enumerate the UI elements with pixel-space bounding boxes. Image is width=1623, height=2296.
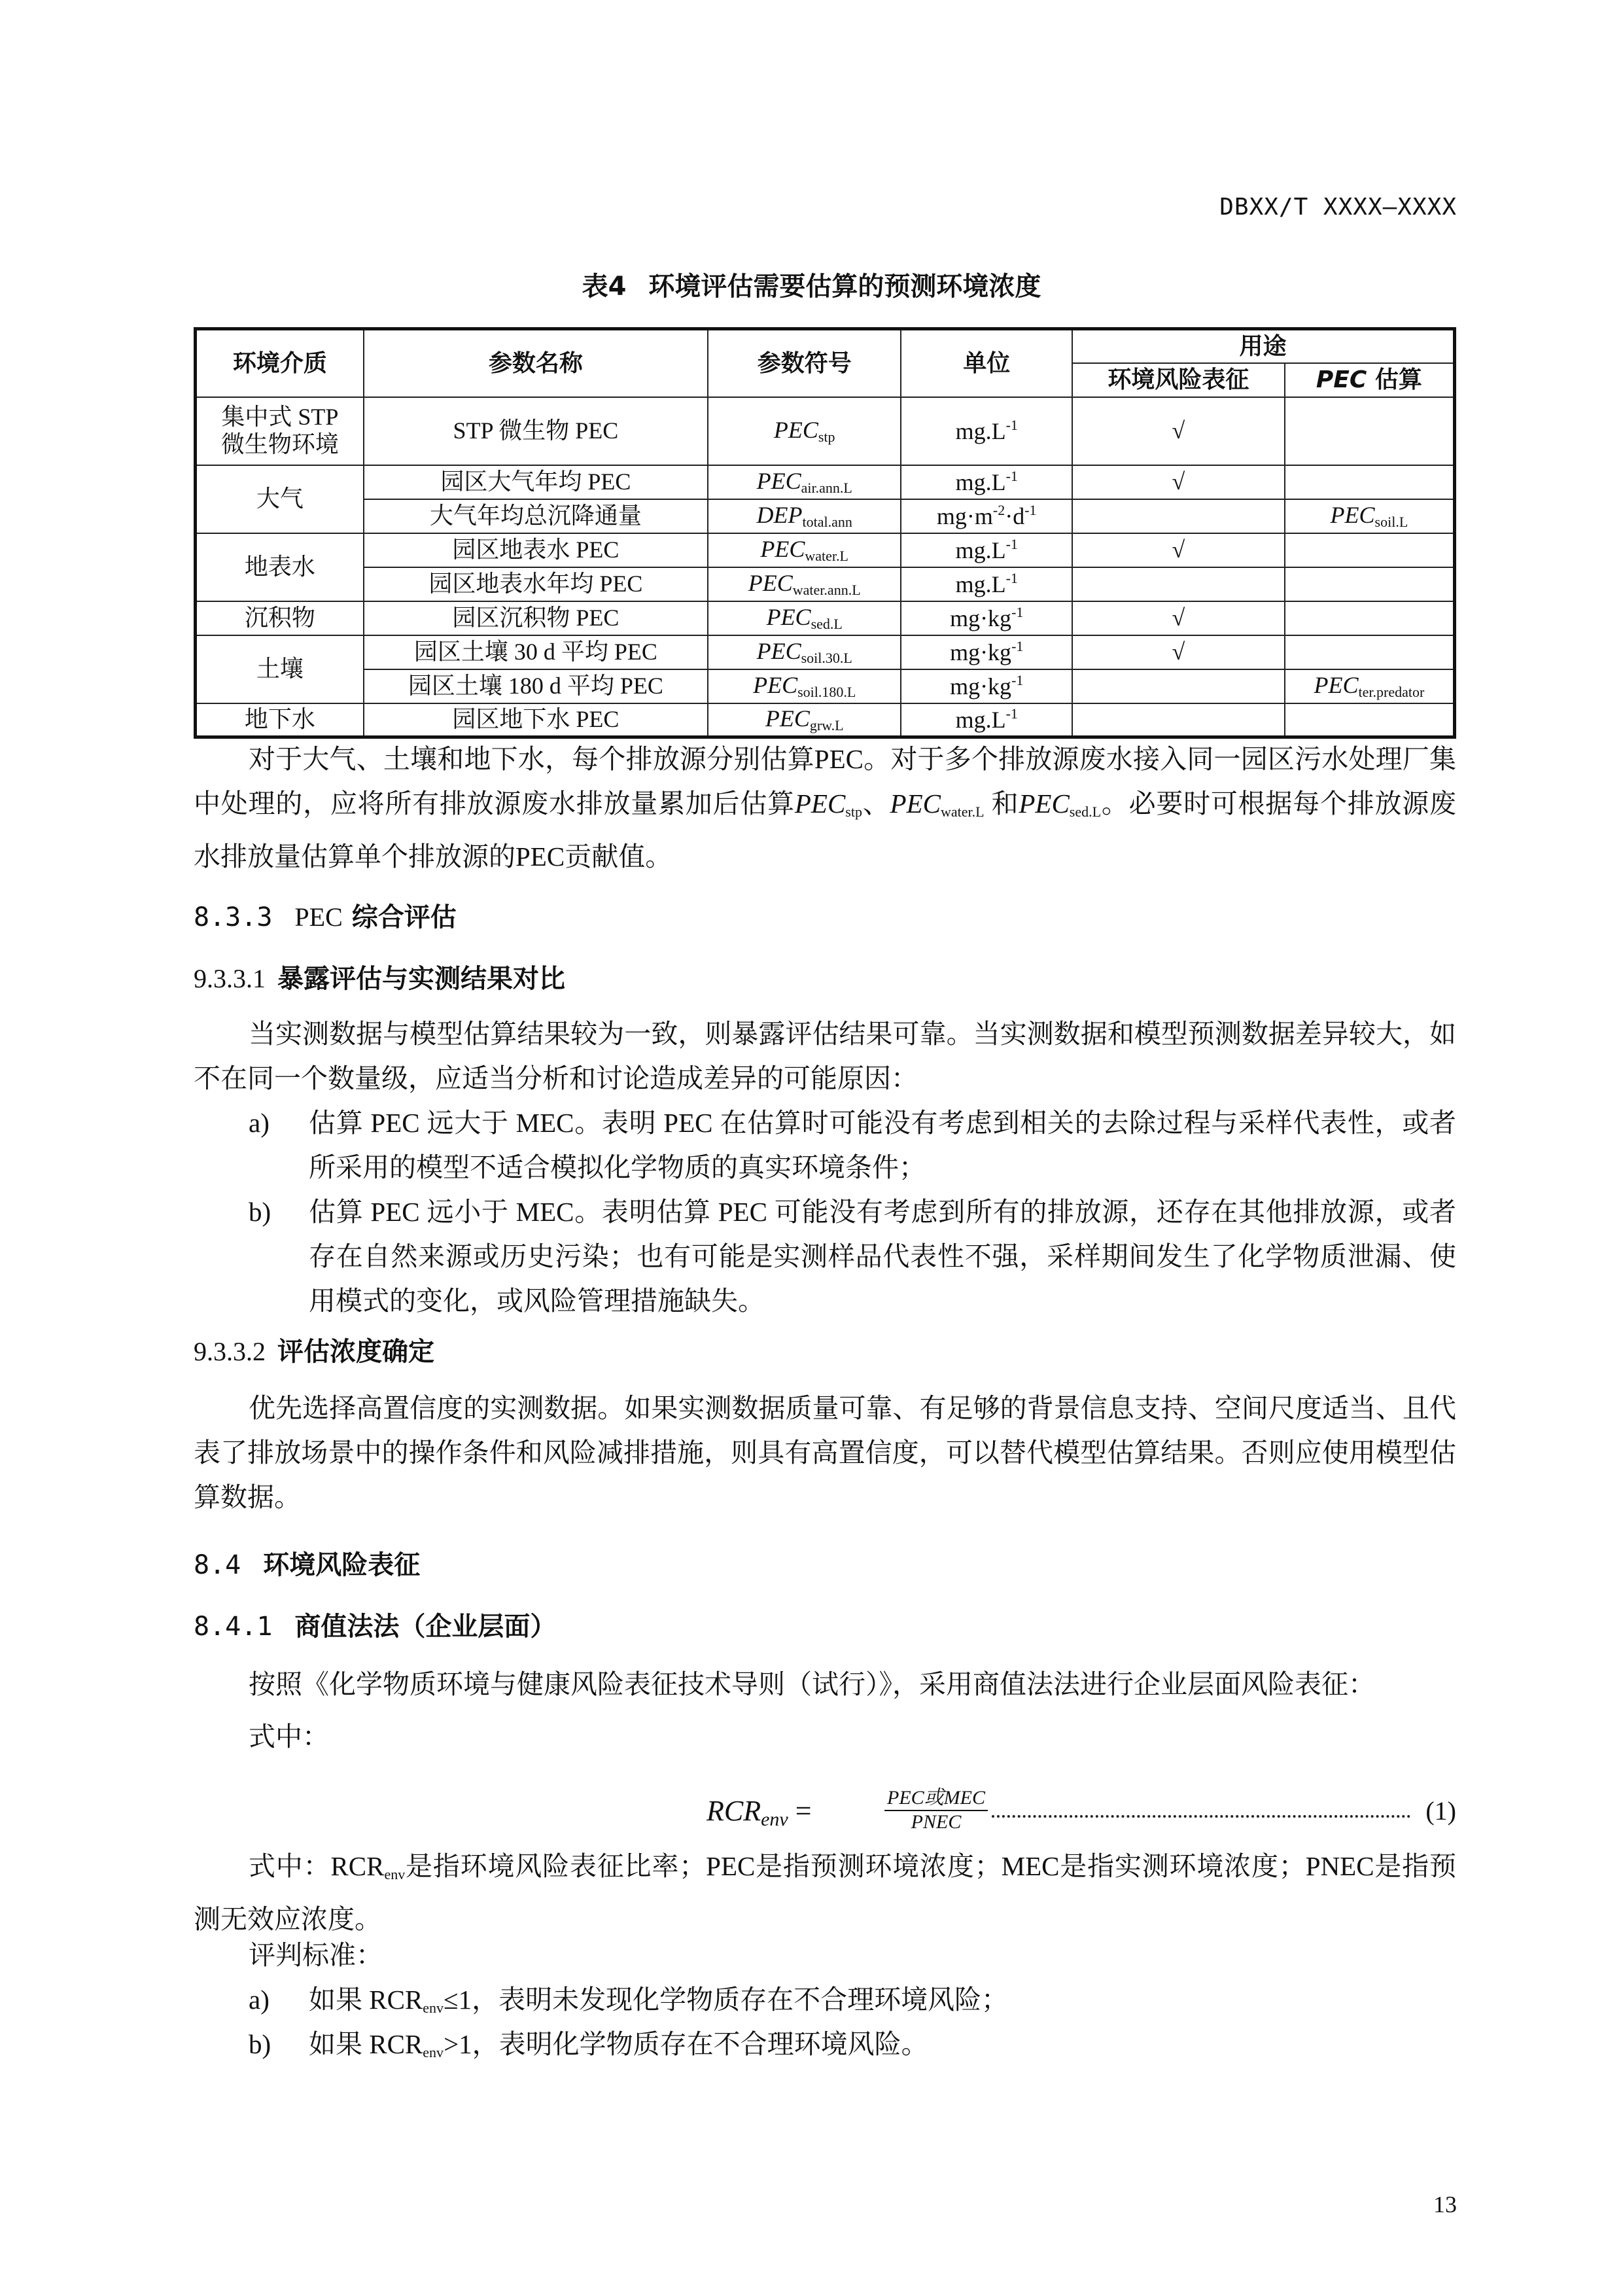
cell-name: 园区大气年均 PEC <box>364 465 708 499</box>
cell-risk-check <box>1072 567 1285 601</box>
header-unit: 单位 <box>901 329 1072 397</box>
cell-pec-calc <box>1285 465 1455 499</box>
table-row <box>196 397 1455 465</box>
table-title <box>0 266 1623 303</box>
cell-risk-check: √ <box>1072 397 1285 465</box>
header-medium: 环境介质 <box>196 329 364 397</box>
cell-unit: $mg.L^{-1}$ <box>901 533 1072 567</box>
cell-risk-check <box>1072 499 1285 533</box>
formula-leader-dots <box>992 1815 1410 1818</box>
header-usage: 用途 <box>1072 329 1455 363</box>
section-heading-8-4: 8.4 环境风险表征 <box>194 1550 421 1580</box>
table-row <box>196 703 1455 737</box>
section-heading-9-3-3-1: 9.3.3.1 暴露评估与实测结果对比 <box>194 964 565 994</box>
paragraph-quotient-method: 按照《化学物质环境与健康风险表征技术导则（试行）》，采用商值法法进行企业层面风险表征： <box>249 1669 1375 1699</box>
cell-pec-calc <box>1285 397 1455 465</box>
header-risk: 环境风险表征 <box>1072 363 1285 397</box>
document-code: DBXX/T XXXX—XXXX <box>1219 194 1457 221</box>
cell-pec-calc <box>1285 635 1455 669</box>
cell-pec-calc: $PEC_{soil.L}$ <box>1285 499 1455 533</box>
cell-unit: $mg.L^{-1}$ <box>901 703 1072 737</box>
cell-risk-check: √ <box>1072 635 1285 669</box>
header-param-name: 参数名称 <box>364 329 708 397</box>
formula-numerator: PEC或MEC <box>884 1781 988 1811</box>
cell-risk-check <box>1072 703 1285 737</box>
cell-unit: $mg\cdot kg^{-1}$ <box>901 669 1072 703</box>
cell-symbol: $PEC_{water.ann.L}$ <box>708 567 901 601</box>
formula-fraction <box>884 1781 988 1833</box>
table-number: 表4 <box>582 272 627 302</box>
formula-lhs: $RCR_{env}$ = <box>707 1795 812 1830</box>
cell-symbol: $DEP_{total.ann}$ <box>708 499 901 533</box>
formula-rcr <box>707 1781 1456 1853</box>
list-item: b) 如果 $RCR_{env}>1$，表明化学物质存在不合理环境风险。 <box>249 2029 928 2060</box>
table-row <box>196 465 1455 499</box>
table-row <box>196 635 1455 669</box>
cell-symbol: $PEC_{air.ann.L}$ <box>708 465 901 499</box>
cell-name: 园区地下水 PEC <box>364 703 708 737</box>
cell-name: 园区沉积物 PEC <box>364 601 708 635</box>
cell-risk-check: √ <box>1072 465 1285 499</box>
cell-medium: 地下水 <box>196 703 364 737</box>
cell-medium: 大气 <box>196 465 364 533</box>
cell-risk-check <box>1072 669 1285 703</box>
table-row <box>196 669 1455 703</box>
list-item: b) 估算 PEC 远小于 MEC。表明估算 PEC 可能没有考虑到所有的排放源，还存在其他排放源，或者存在自然来源或历史污染；也有可能是实测样品代表性不强，采样期间发生了化学物质泄漏、使用模式的变化，或风险管理措施缺失。 <box>249 1197 1456 1316</box>
section-heading-9-3-3-2: 9.3.3.2 评估浓度确定 <box>194 1337 434 1367</box>
cell-medium: 地表水 <box>196 533 364 601</box>
page-number: 13 <box>1433 2191 1457 2217</box>
paragraph-exposure-comparison: 当实测数据与模型估算结果较为一致，则暴露评估结果可靠。当实测数据和模型预测数据差异较大，如不在同一个数量级，应适当分析和讨论造成差异的可能原因： <box>194 1019 1456 1093</box>
table-header-row <box>196 329 1455 363</box>
cell-name: 大气年均总沉降通量 <box>364 499 708 533</box>
cell-name: 园区土壤 30 d 平均 PEC <box>364 635 708 669</box>
table-row <box>196 499 1455 533</box>
cell-symbol: $PEC_{grw.L}$ <box>708 703 901 737</box>
header-pec-calc: PEC 估算 <box>1285 363 1455 397</box>
formula-denominator: PNEC <box>911 1811 962 1833</box>
cell-symbol: $PEC_{water.L}$ <box>708 533 901 567</box>
cell-medium: 土壤 <box>196 635 364 703</box>
list-item: a) 估算 PEC 远大于 MEC。表明 PEC 在估算时可能没有考虑到相关的去除过程与采样代表性，或者所采用的模型不适合模拟化学物质的真实环境条件； <box>249 1108 1456 1182</box>
cell-pec-calc <box>1285 703 1455 737</box>
cell-unit: $mg\cdot kg^{-1}$ <box>901 635 1072 669</box>
formula-number: (1) <box>1425 1796 1456 1826</box>
table-row <box>196 567 1455 601</box>
cell-pec-calc: $PEC_{ter.predator}$ <box>1285 669 1455 703</box>
cell-name: 园区土壤 180 d 平均 PEC <box>364 669 708 703</box>
paragraph-definitions: 式中：$RCR_{env}$是指环境风险表征比率；PEC是指预测环境浓度；MEC是指实测环境浓度；PNEC是指预测无效应浓度。 <box>194 1851 1457 1934</box>
section-heading-8-4-1: 8.4.1 商值法法（企业层面） <box>194 1612 557 1642</box>
cell-risk-check: √ <box>1072 533 1285 567</box>
cell-medium: 沉积物 <box>196 601 364 635</box>
list-item: a) 如果 $RCR_{env}\le 1$，表明未发现化学物质存在不合理环境风险； <box>249 1985 1009 2016</box>
header-symbol: 参数符号 <box>708 329 901 397</box>
cell-unit: $mg\cdot kg^{-1}$ <box>901 601 1072 635</box>
paragraph-criteria: 评判标准： <box>249 1940 383 1970</box>
cell-pec-calc <box>1285 533 1455 567</box>
cell-name: 园区地表水年均 PEC <box>364 567 708 601</box>
cell-symbol: $PEC_{sed.L}$ <box>708 601 901 635</box>
paragraph-concentration-determination: 优先选择高置信度的实测数据。如果实测数据质量可靠、有足够的背景信息支持、空间尺度适当、且代表了排放场景中的操作条件和风险减排措施，则具有高置信度，可以替代模型估算结果。否则应使用模型估算数据。 <box>194 1393 1456 1512</box>
paragraph-where: 式中： <box>249 1722 329 1752</box>
cell-name: 园区地表水 PEC <box>364 533 708 567</box>
cell-symbol: $PEC_{soil.180.L}$ <box>708 669 901 703</box>
pec-table <box>194 327 1456 739</box>
cell-name: STP 微生物 PEC <box>364 397 708 465</box>
cell-pec-calc <box>1285 601 1455 635</box>
cell-unit: $mg.L^{-1}$ <box>901 397 1072 465</box>
section-heading-8-3-3: 8.3.3 PEC 综合评估 <box>194 902 457 932</box>
table-row <box>196 601 1455 635</box>
cell-symbol: $PEC_{soil.30.L}$ <box>708 635 901 669</box>
paragraph-pec-per-source: 对于大气、土壤和地下水，每个排放源分别估算PEC。对于多个排放源废水接入同一园区污水处理厂集中处理的，应将所有排放源废水排放量累加后估算$PEC_{stp}$、$PEC_{water.L}$ 和$PEC_{sed.L}$。必要时可根据每个排放源废水排放量估算单个排放源的PEC贡献值。 <box>194 744 1457 872</box>
cell-medium: 集中式 STP 微生物环境 <box>196 397 364 465</box>
cell-unit: $mg.L^{-1}$ <box>901 465 1072 499</box>
cell-symbol: $PEC_{stp}$ <box>708 397 901 465</box>
table-title-text: 环境评估需要估算的预测环境浓度 <box>648 272 1041 302</box>
cell-risk-check: √ <box>1072 601 1285 635</box>
table-row <box>196 533 1455 567</box>
cell-pec-calc <box>1285 567 1455 601</box>
cell-unit: $mg.L^{-1}$ <box>901 567 1072 601</box>
cell-unit: $mg\cdot m^{-2}\cdot d^{-1}$ <box>901 499 1072 533</box>
